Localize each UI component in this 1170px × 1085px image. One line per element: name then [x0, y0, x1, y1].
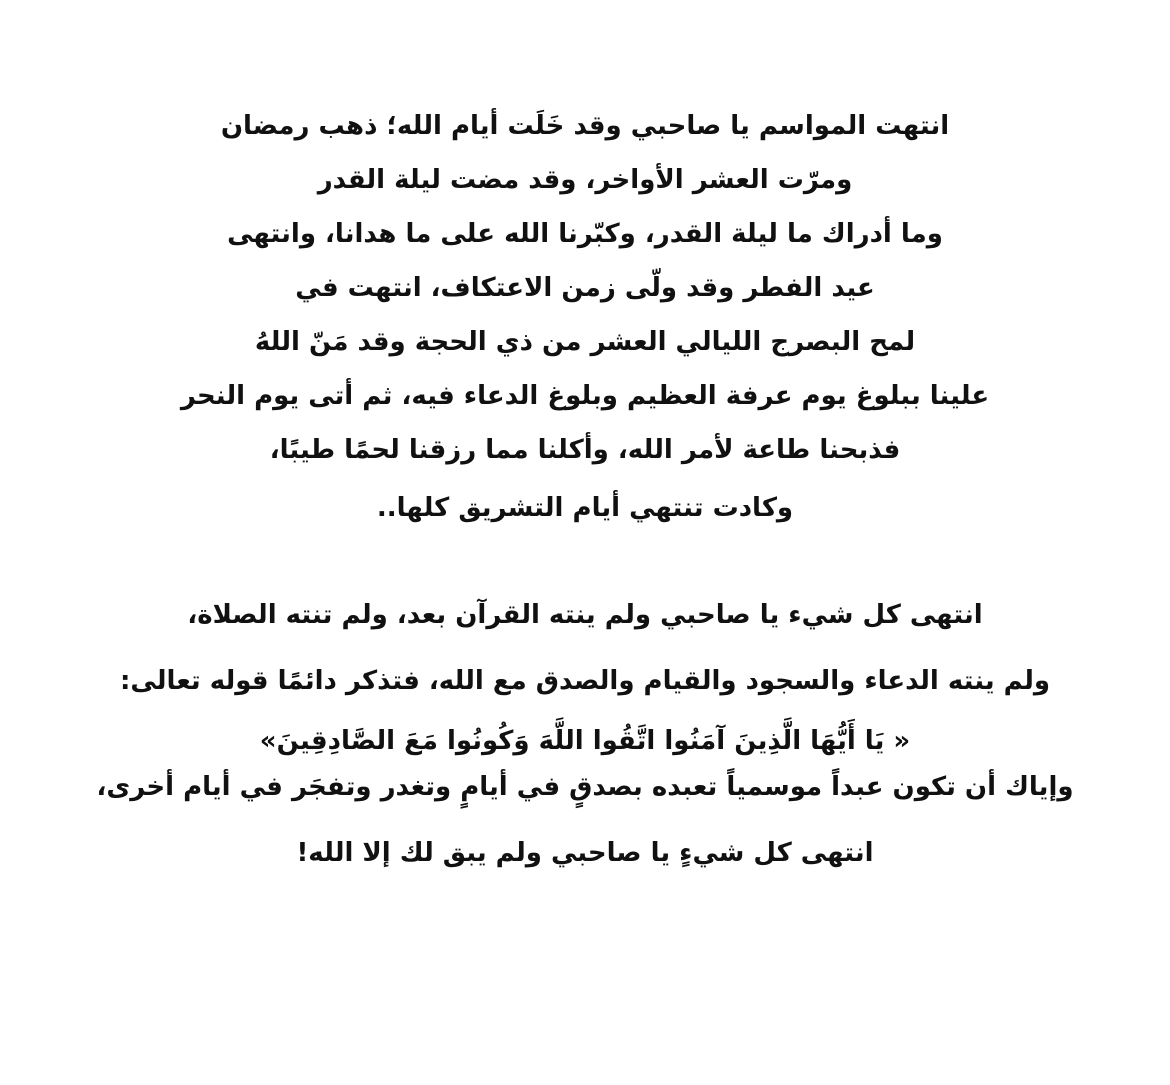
text-line: علينا ببلوغ يوم عرفة العظيم وبلوغ الدعاء فيه، ثم أتى يوم النحر	[180, 381, 990, 411]
text-line: عيد الفطر وقد ولّى زمن الاعتكاف، انتهت في	[295, 273, 875, 303]
text-line: وإياك أن تكون عبداً موسمياً تعبده بصدقٍ في أيامٍ وتغدر وتفجَر في أيام أخرى،	[96, 772, 1074, 802]
text-line: فذبحنا طاعة لأمر الله، وأكلنا مما رزقنا لحمًا طيبًا،	[269, 435, 901, 465]
text-line: لمح البصرج الليالي العشر من ذي الحجة وقد مَنّ اللهُ	[254, 327, 916, 357]
text-line: انتهت المواسم يا صاحبي وقد خَلَت أيام الله؛ ذهب رمضان	[220, 111, 950, 141]
text-line: وما أدراك ما ليلة القدر، وكبّرنا الله على ما هدانا، وانتهى	[227, 219, 943, 249]
text-line: انتهى كل شيءٍ يا صاحبي ولم يبق لك إلا الله!	[296, 838, 874, 868]
text-line: ومرّت العشر الأواخر، وقد مضت ليلة القدر	[317, 165, 853, 195]
text-line: انتهى كل شيء يا صاحبي ولم ينته القرآن بعد، ولم تنته الصلاة،	[187, 600, 983, 630]
text-line: ولم ينته الدعاء والسجود والقيام والصدق مع الله، فتذكر دائمًا قوله تعالى:	[120, 666, 1050, 696]
text-line: وكادت تنتهي أيام التشريق كلها..	[376, 493, 794, 523]
quran-verse: « يَا أَيُّهَا الَّذِينَ آمَنُوا اتَّقُوا اللَّهَ وَكُونُوا مَعَ الصَّادِقِينَ»	[259, 726, 911, 756]
